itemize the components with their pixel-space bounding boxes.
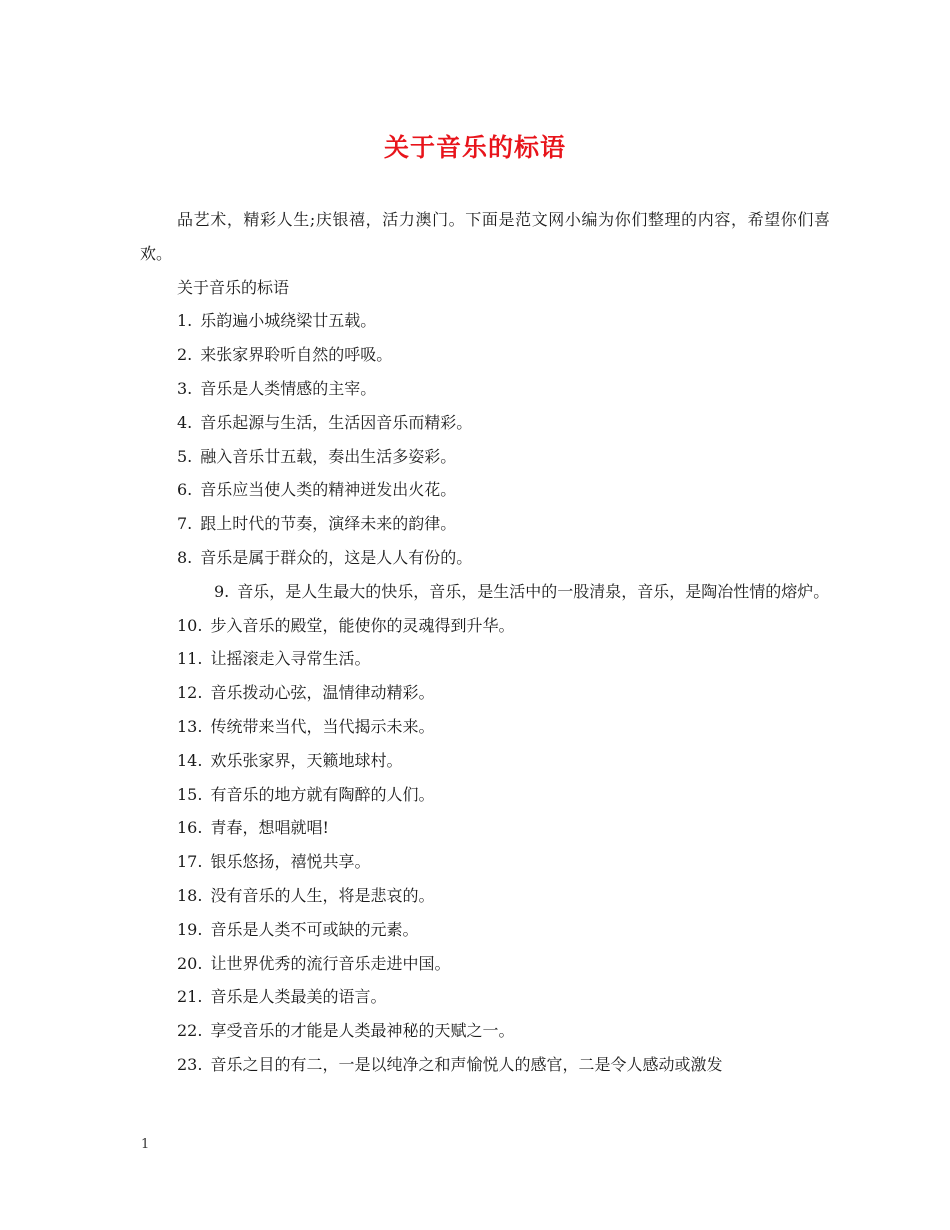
list-item-number: 16. — [177, 818, 203, 838]
list-item-text: 传统带来当代，当代揭示未来。 — [210, 716, 435, 736]
list-item — [140, 609, 830, 643]
list-item-number: 9. — [214, 581, 230, 601]
list-item-number: 3. — [177, 378, 193, 398]
page-number: 1 — [141, 1137, 150, 1152]
list-item-text: 音乐是属于群众的，这是人人有份的。 — [200, 547, 473, 567]
list-item-number: 22. — [177, 1021, 203, 1041]
list-item-text: 乐韵遍小城绕梁廿五载。 — [200, 311, 377, 331]
slogan-list — [140, 304, 830, 1081]
list-item — [140, 879, 830, 913]
list-item-number: 5. — [177, 446, 193, 466]
list-item — [140, 338, 830, 372]
list-item-text: 音乐，是人生最大的快乐，音乐，是生活中的一股清泉，音乐，是陶冶性情的熔炉。 — [237, 581, 830, 601]
list-item — [140, 744, 830, 778]
list-item — [140, 473, 830, 507]
list-item-text: 享受音乐的才能是人类最神秘的天赋之一。 — [210, 1021, 515, 1041]
intro-paragraph: 品艺术，精彩人生;庆银禧，活力澳门。下面是范文网小编为你们整理的内容，希望你们喜欢。 — [140, 210, 830, 263]
list-item — [140, 913, 830, 947]
list-item-number: 17. — [177, 852, 203, 872]
list-item-text: 融入音乐廿五载，奏出生活多姿彩。 — [200, 446, 457, 466]
list-item-text: 银乐悠扬，禧悦共享。 — [210, 852, 371, 872]
list-item-text: 音乐之目的有二，一是以纯净之和声愉悦人的感官，二是令人感动或激发 — [210, 1054, 723, 1074]
list-item-number: 7. — [177, 514, 193, 534]
list-item-number: 2. — [177, 345, 193, 365]
list-item — [140, 676, 830, 710]
list-item — [140, 811, 830, 845]
subheading: 关于音乐的标语 — [177, 277, 290, 297]
list-item-text: 音乐是人类不可或缺的元素。 — [210, 919, 419, 939]
list-item — [140, 845, 830, 879]
list-item-number: 1. — [177, 311, 193, 331]
list-item-number: 23. — [177, 1054, 203, 1074]
document-body — [140, 203, 830, 1082]
list-item-number: 11. — [177, 649, 203, 669]
list-item-text: 来张家界聆听自然的呼吸。 — [200, 345, 393, 365]
list-item — [140, 1048, 830, 1082]
list-item-number: 6. — [177, 480, 193, 500]
list-item-text: 音乐应当使人类的精神迸发出火花。 — [200, 480, 457, 500]
list-item-text: 没有音乐的人生，将是悲哀的。 — [210, 885, 435, 905]
list-item — [140, 947, 830, 981]
list-item — [140, 1014, 830, 1048]
list-item-number: 8. — [177, 547, 193, 567]
list-item-text: 青春，想唱就唱! — [210, 818, 329, 838]
list-item — [140, 372, 830, 406]
list-item-number: 19. — [177, 919, 203, 939]
list-item-number: 20. — [177, 953, 203, 973]
list-item-number: 4. — [177, 412, 193, 432]
list-item-text: 音乐拨动心弦，温情律动精彩。 — [210, 683, 435, 703]
list-item — [140, 304, 830, 338]
list-item — [140, 575, 830, 609]
list-item-text: 步入音乐的殿堂，能使你的灵魂得到升华。 — [210, 615, 515, 635]
list-item-text: 欢乐张家界，天籁地球村。 — [210, 750, 403, 770]
list-item-text: 让摇滚走入寻常生活。 — [210, 649, 371, 669]
list-item — [140, 642, 830, 676]
list-item-text: 跟上时代的节奏，演绎未来的韵律。 — [200, 514, 457, 534]
list-item-number: 21. — [177, 987, 203, 1007]
list-item — [140, 541, 830, 575]
list-item-number: 15. — [177, 784, 203, 804]
list-item-text: 音乐是人类最美的语言。 — [210, 987, 387, 1007]
list-item-text: 有音乐的地方就有陶醉的人们。 — [210, 784, 435, 804]
list-item-number: 18. — [177, 885, 203, 905]
list-item — [140, 406, 830, 440]
list-item — [140, 440, 830, 474]
page-title: 关于音乐的标语 — [383, 133, 566, 162]
list-item-text: 音乐起源与生活，生活因音乐而精彩。 — [200, 412, 473, 432]
list-item-text: 音乐是人类情感的主宰。 — [200, 378, 377, 398]
list-item — [140, 710, 830, 744]
list-item-number: 10. — [177, 615, 203, 635]
list-item-number: 14. — [177, 750, 203, 770]
list-item — [140, 778, 830, 812]
list-item-number: 12. — [177, 683, 203, 703]
list-item — [140, 507, 830, 541]
list-item-number: 13. — [177, 716, 203, 736]
list-item-text: 让世界优秀的流行音乐走进中国。 — [210, 953, 451, 973]
list-item — [140, 980, 830, 1014]
